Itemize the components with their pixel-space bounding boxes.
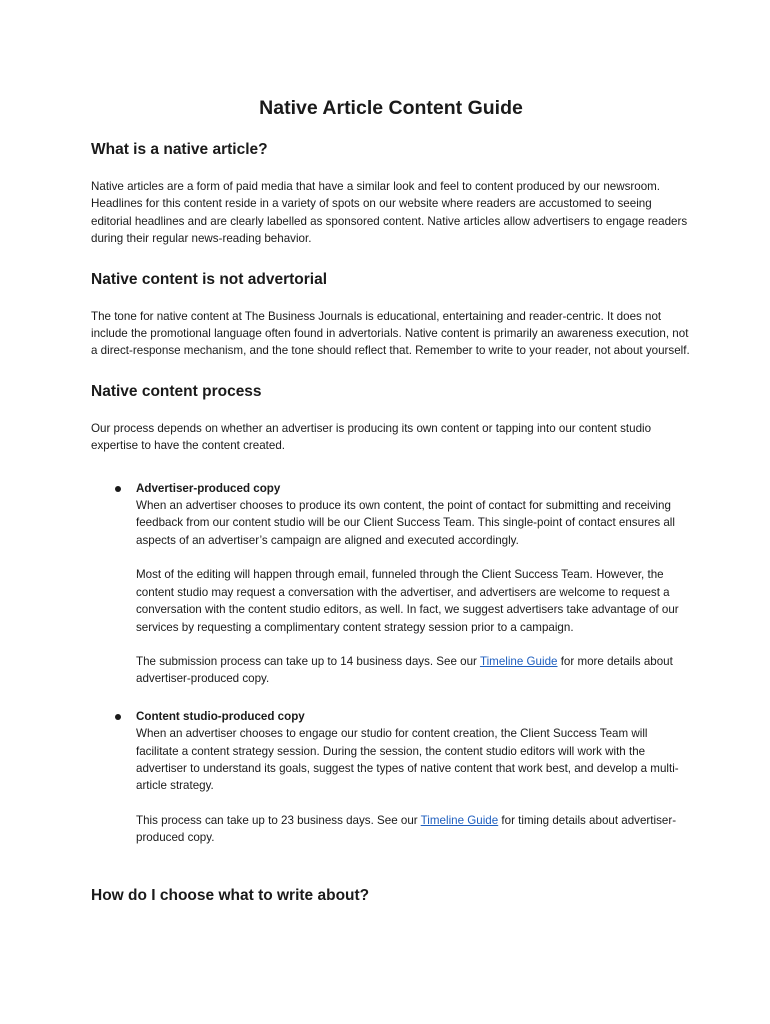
timeline-guide-link[interactable]: Timeline Guide — [479, 654, 558, 668]
paragraph-content-studio-produced-2 — [136, 812, 691, 847]
document-body — [91, 94, 691, 907]
heading-not-advertorial: Native content is not advertorial — [91, 270, 327, 288]
timeline-guide-link-2[interactable]: Timeline Guide — [420, 813, 499, 827]
bullet-title-advertiser-produced: Advertiser-produced copy — [136, 481, 281, 495]
paragraph-process-intro: Our process depends on whether an advertiser is producing its own content or tapping into our content studio expertise to have the content created. — [91, 421, 652, 453]
paragraph-what-is-native-article: Native articles are a form of paid media that have a similar look and feel to content produced by our newsroom. Headlines for this content reside in a variety of spots on our website where readers are accustomed to seeing editorial headlines and are clearly labelled as sponsored content. Native articles allow advertisers to engage readers during their regular news-reading behavior. — [91, 180, 688, 246]
heading-native-content-process: Native content process — [91, 382, 262, 400]
heading-what-is-native-article: What is a native article? — [91, 141, 268, 158]
heading-how-to-choose: How do I choose what to write about? — [91, 886, 370, 904]
paragraph-advertiser-produced-1: When an advertiser chooses to produce its own content, the point of contact for submitting and receiving feedback from our content studio will be our Client Success Team. This single-point of contact ensures all aspects of an advertiser’s campaign are aligned and executed accordingly. — [136, 499, 675, 547]
process-bullet-list — [91, 480, 691, 847]
paragraph-content-studio-produced-1: When an advertiser chooses to engage our studio for content creation, the Client Success Team will facilitate a content strategy session. During the session, the content studio editors will work with the advertiser to understand its goals, suggest the types of native content that work best, and develop a multi-article strategy. — [136, 727, 679, 793]
bullet-title-content-studio-produced: Content studio-produced copy — [136, 709, 305, 723]
text-process-after-link: for timing details about advertiser-produced copy. — [136, 813, 677, 845]
text-submission-before-link: The submission process can take up to 14 business days. See our — [136, 654, 480, 668]
bullet-advertiser-produced — [91, 480, 691, 688]
bullet-icon — [115, 714, 121, 720]
text-process-before-link: This process can take up to 23 business days. See our — [136, 813, 421, 827]
paragraph-not-advertorial: The tone for native content at The Business Journals is educational, entertaining and reader-centric. It does not include the promotional language often found in advertorials. Native content is primarily an awareness execution, not a direct-response mechanism, and the tone should reflect that. Remember to write to your reader, not about yourself. — [91, 309, 690, 358]
paragraph-advertiser-produced-3 — [136, 653, 691, 688]
text-submission-after-link: for more details about advertiser-produced copy. — [136, 654, 673, 686]
bullet-content-studio-produced — [91, 708, 691, 847]
document-title: Native Article Content Guide — [259, 97, 523, 119]
bullet-icon — [115, 486, 121, 492]
paragraph-advertiser-produced-2: Most of the editing will happen through email, funneled through the Client Success Team. However, the content studio may request a conversation with the advertiser, and advertisers are welcome to request a conversation with the content studio editors, as well. In fact, we suggest advertisers take advantage of our services by requesting a complimentary content strategy session prior to a campaign. — [136, 568, 679, 634]
